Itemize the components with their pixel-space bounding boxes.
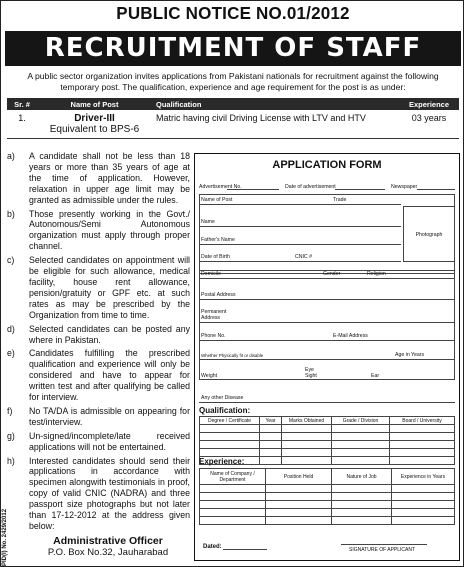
term-text: No TA/DA is admissible on appearing for test/interview.	[29, 405, 190, 427]
table-row[interactable]	[200, 441, 455, 449]
pid-number: PID(I) No. 2429/2012	[2, 508, 8, 566]
notice-title: PUBLIC NOTICE NO.01/2012	[116, 3, 350, 24]
experience-header-row	[200, 469, 455, 485]
experience-table	[199, 468, 455, 525]
label-newspaper: Newspaper	[391, 184, 418, 190]
term-letter: a)	[7, 151, 15, 161]
term-text: Selected candidates can be posted any where in Pakistan.	[29, 323, 190, 345]
list-item	[7, 406, 190, 428]
header-qualification: Qualification	[152, 98, 399, 110]
qual-header-degree: Degree / Certificate	[200, 417, 260, 425]
table-row[interactable]	[200, 517, 455, 525]
cell-post	[37, 110, 152, 139]
intro-text: A public sector organization invites applications from Pakistani nationals for recruitment against the following temporary post. The qualification, experience and age requirement for the post is as under:	[27, 71, 439, 92]
exp-header-position: Position Held	[266, 469, 332, 485]
form-row-name-of-post[interactable]	[199, 194, 401, 205]
list-item	[7, 431, 190, 453]
form-row-postal-address[interactable]	[199, 289, 455, 300]
post-grade: Equivalent to BPS-6	[49, 124, 140, 135]
table-row[interactable]	[200, 485, 455, 493]
label-name: Name	[201, 219, 215, 225]
form-row-date-of-birth[interactable]	[199, 251, 401, 262]
term-letter: e)	[7, 348, 15, 359]
signature-field[interactable]	[341, 544, 427, 545]
label-email: E-Mail Address	[333, 333, 368, 339]
label-photograph: Photograph	[415, 232, 443, 238]
label-physically-fit: Whether Physically fit or disable	[201, 353, 264, 358]
list-item	[7, 456, 190, 532]
list-item	[7, 348, 190, 403]
term-text: Un-signed/incomplete/late received applications will not be entertained.	[29, 430, 190, 452]
label-gender: Gender	[323, 271, 341, 277]
post-table	[7, 98, 459, 139]
qual-header-year: Year	[260, 417, 282, 425]
form-row-advertisement	[199, 180, 455, 191]
newspaper-field[interactable]	[417, 189, 455, 190]
post-table-header	[7, 98, 459, 110]
label-religion: Religion	[367, 271, 386, 277]
form-row-phone[interactable]	[199, 330, 455, 341]
term-letter: g)	[7, 430, 15, 441]
list-item	[7, 209, 190, 253]
label-dated: Dated:	[203, 544, 222, 550]
date-of-advertisement-field[interactable]	[335, 189, 385, 190]
table-row[interactable]	[200, 501, 455, 509]
list-item	[7, 255, 190, 320]
term-letter: f)	[7, 405, 13, 416]
cell-experience: 03 years	[399, 110, 459, 139]
officer-address: P.O. Box No.32, Jauharabad	[47, 547, 169, 558]
label-eye-sight: Eye Sight	[305, 367, 317, 379]
term-letter: c)	[7, 255, 15, 266]
term-text: Candidates fulfilling the prescribed qualification and experience will only be considered and have to appear for written test and after qualifying be called for interview.	[29, 348, 190, 403]
label-fathers-name: Father's Name	[201, 237, 235, 243]
label-trade: Trade	[333, 197, 347, 203]
cell-qualification: Matric having civil Driving License with LTV and HTV	[152, 110, 399, 139]
term-letter: b)	[7, 208, 15, 219]
header-experience: Experience	[399, 98, 459, 110]
contact-info-box	[199, 270, 455, 380]
experience-heading: Experience:	[199, 457, 245, 466]
term-letter: h)	[7, 455, 15, 466]
table-row[interactable]	[200, 449, 455, 457]
label-signature: SIGNATURE OF APPLICANT	[349, 547, 416, 553]
label-advertisement-no: Advertisement No.	[199, 184, 242, 190]
form-row-physically-fit[interactable]	[199, 349, 455, 360]
terms-list	[7, 151, 190, 535]
label-domicile: Domicile	[201, 271, 221, 277]
table-row[interactable]	[200, 493, 455, 501]
qualification-heading: Qualification:	[199, 406, 251, 415]
qualification-header-row	[200, 417, 455, 425]
label-phone-no: Phone No.	[201, 333, 226, 339]
term-text: Those presently working in the Govt./ Autonomous/Semi Autonomous organization must apply through proper channel.	[29, 208, 190, 252]
form-row-weight[interactable]	[199, 365, 455, 380]
term-text: Interested candidates should send their applications in accordance with specimen alongwith testimonials in proof, copy of valid CNIC (NADRA) and three passport size photographs but not later than 17-12-2012 at the address given below:	[29, 455, 190, 531]
exp-header-years: Experience in Years	[392, 469, 455, 485]
term-letter: d)	[7, 323, 15, 334]
list-item	[7, 324, 190, 346]
table-row	[7, 110, 459, 139]
label-age-in-years: Age in Years	[395, 352, 425, 358]
list-item	[7, 151, 190, 206]
application-form	[194, 153, 460, 561]
form-row-name[interactable]	[199, 216, 401, 227]
label-permanent-address: Permanent Address	[201, 309, 227, 321]
term-text: A candidate shall not be less than 18 years or more than 35 years of age at the time of application. However, relaxation in upper age limit may be granted as admissible under the rules.	[29, 151, 190, 205]
form-row-domicile[interactable]	[199, 268, 455, 279]
qual-header-marks: Marks Obtained	[282, 417, 332, 425]
label-postal-address: Postal Address	[201, 292, 236, 298]
photograph-box[interactable]	[403, 206, 455, 262]
header-post: Name of Post	[37, 98, 152, 110]
post-name: Driver-III	[74, 113, 115, 124]
recruitment-banner: RECRUITMENT OF STAFF	[5, 31, 461, 66]
table-row[interactable]	[200, 433, 455, 441]
advertisement-no-field[interactable]	[227, 189, 279, 190]
label-ear: Ear	[371, 373, 380, 379]
form-row-signature	[199, 540, 455, 551]
qual-header-board: Board / University	[390, 417, 455, 425]
form-row-permanent-address[interactable]	[199, 306, 455, 323]
label-weight: Weight	[201, 373, 218, 379]
label-cnic: CNIC #	[295, 254, 313, 260]
exp-header-nature: Nature of Job	[332, 469, 392, 485]
label-date-of-birth: Date of Birth	[201, 254, 230, 260]
exp-header-company: Name of Company / Department	[200, 469, 266, 485]
form-row-fathers-name[interactable]	[199, 234, 401, 245]
form-title: APPLICATION FORM	[272, 159, 382, 171]
form-row-any-other-disease[interactable]	[199, 394, 455, 403]
term-text: Selected candidates on appointment will be eligible for such allowance, medical facility, house rent allowance, pension/gratuity or GPF etc. at such rates as may be prescribed by the Organization from time to time.	[29, 255, 190, 320]
table-row[interactable]	[200, 425, 455, 433]
qual-header-grade: Grade / Division	[332, 417, 390, 425]
label-date-of-advertisement: Date of advertisement	[285, 184, 336, 190]
header-sr: Sr. #	[7, 98, 37, 110]
label-name-of-post: Name of Post	[201, 197, 233, 203]
officer-block	[23, 535, 193, 558]
table-row[interactable]	[200, 509, 455, 517]
officer-title: Administrative Officer	[53, 535, 163, 547]
dated-field[interactable]	[223, 549, 267, 550]
label-any-other-disease: Any other Disease	[201, 395, 244, 401]
cell-sr: 1.	[7, 110, 37, 139]
